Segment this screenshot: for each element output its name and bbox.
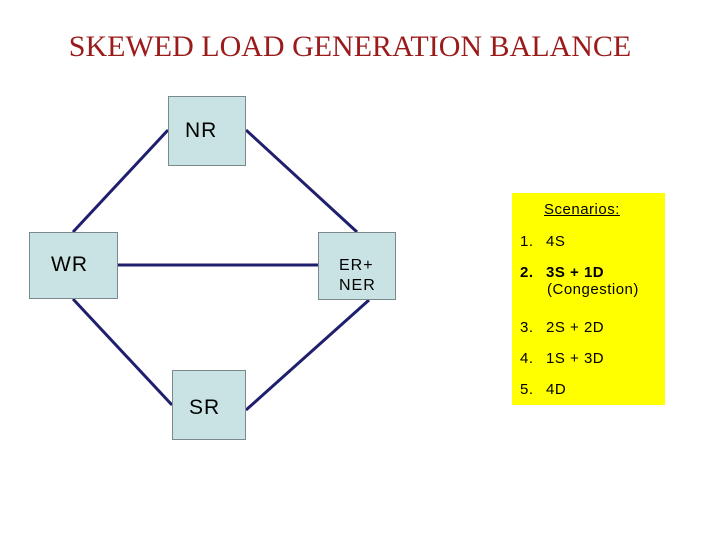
scenario-item-1: 1. 4S <box>520 233 566 250</box>
scenarios-box <box>512 193 665 405</box>
node-nr-label: NR <box>185 119 218 142</box>
scenarios-heading: Scenarios: <box>544 201 620 218</box>
node-wr-label: WR <box>51 253 88 276</box>
node-sr[interactable] <box>172 370 246 440</box>
slide-title: SKEWED LOAD GENERATION BALANCE <box>68 30 632 63</box>
scenario-item-3: 3. 2S + 2D <box>520 319 605 336</box>
node-nr[interactable] <box>168 96 246 166</box>
node-sr-label: SR <box>189 396 221 419</box>
node-er-ner[interactable] <box>318 232 396 300</box>
link-nr-wr <box>73 130 168 232</box>
scenario-item-5: 5. 4D <box>520 381 567 398</box>
link-er-sr <box>246 300 369 410</box>
link-nr-er <box>246 130 357 232</box>
link-wr-sr <box>73 299 172 405</box>
node-wr[interactable] <box>29 232 118 299</box>
scenario-item-2: 2. 3S + 1D (Congestion) <box>520 264 639 298</box>
node-er-ner-label: ER+ NER <box>339 257 376 294</box>
scenario-item-4: 4. 1S + 3D <box>520 350 605 367</box>
